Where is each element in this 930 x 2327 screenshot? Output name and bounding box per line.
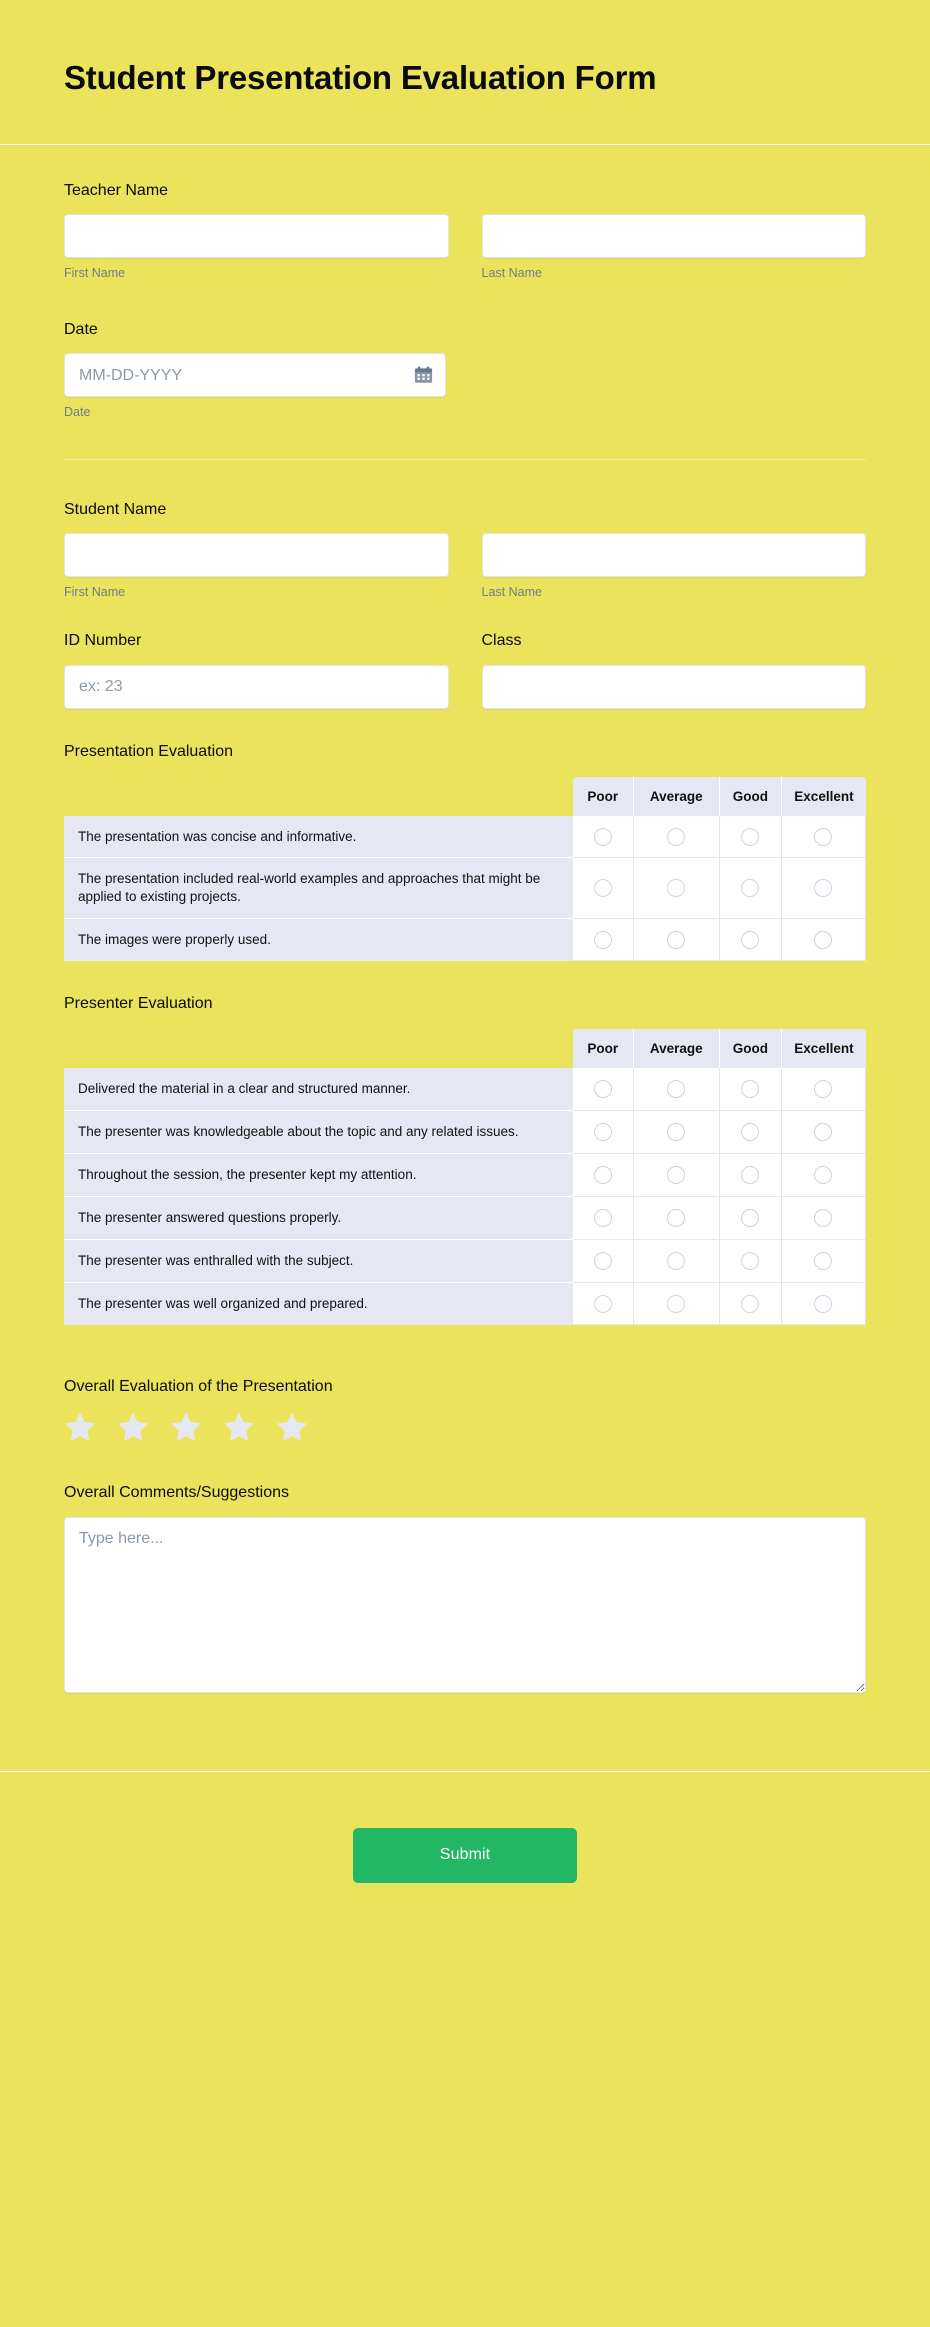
submit-button[interactable]: Submit — [353, 1828, 577, 1883]
presenter-evaluation-section — [64, 995, 866, 1325]
radio-cell-excellent[interactable] — [782, 1197, 866, 1240]
star-icon-2[interactable] — [117, 1411, 149, 1443]
comments-section — [64, 1483, 866, 1693]
radio-icon[interactable] — [741, 931, 759, 949]
matrix-corner — [64, 1029, 573, 1068]
radio-cell-poor[interactable] — [573, 816, 634, 859]
radio-cell-poor[interactable] — [573, 1283, 634, 1325]
presentation-evaluation-table — [64, 777, 866, 962]
radio-cell-excellent[interactable] — [782, 1240, 866, 1283]
id-number-input[interactable] — [64, 665, 449, 709]
radio-icon[interactable] — [667, 1123, 685, 1141]
radio-icon[interactable] — [667, 1080, 685, 1098]
matrix-col-header: Average — [634, 777, 720, 816]
matrix-corner — [64, 777, 573, 816]
form-footer — [0, 1772, 930, 1949]
teacher-last-name-sublabel: Last Name — [481, 266, 542, 281]
star-icon-5[interactable] — [276, 1411, 308, 1443]
radio-icon[interactable] — [741, 1166, 759, 1184]
radio-cell-good[interactable] — [720, 816, 782, 859]
radio-icon[interactable] — [741, 1209, 759, 1227]
radio-icon[interactable] — [594, 931, 612, 949]
teacher-first-name-group — [64, 214, 449, 281]
class-input[interactable] — [482, 665, 867, 709]
radio-icon[interactable] — [594, 1166, 612, 1184]
table-row — [64, 1111, 866, 1154]
radio-cell-excellent[interactable] — [782, 1111, 866, 1154]
matrix-col-header: Average — [634, 1029, 720, 1068]
radio-cell-good[interactable] — [720, 1111, 782, 1154]
radio-cell-excellent[interactable] — [782, 1154, 866, 1197]
table-row — [64, 1154, 866, 1197]
matrix-header-row — [64, 1029, 866, 1068]
radio-cell-average[interactable] — [634, 1068, 720, 1111]
presentation-evaluation-section — [64, 743, 866, 962]
radio-icon[interactable] — [594, 1123, 612, 1141]
matrix-question: The images were properly used. — [64, 919, 573, 961]
date-label: Date — [64, 320, 98, 338]
radio-cell-excellent[interactable] — [782, 919, 866, 961]
star-icon-3[interactable] — [170, 1411, 202, 1443]
radio-icon[interactable] — [594, 1295, 612, 1313]
field-teacher-name — [64, 181, 866, 282]
date-sublabel: Date — [64, 405, 91, 420]
table-row — [64, 1197, 866, 1240]
date-input[interactable] — [64, 353, 446, 397]
radio-icon[interactable] — [814, 1252, 832, 1270]
matrix-col-header: Good — [720, 777, 782, 816]
matrix-question: The presentation was concise and informative. — [64, 816, 573, 859]
table-row — [64, 1240, 866, 1283]
radio-icon[interactable] — [667, 1209, 685, 1227]
radio-icon[interactable] — [814, 879, 832, 897]
radio-cell-good[interactable] — [720, 1068, 782, 1111]
radio-cell-good[interactable] — [720, 1240, 782, 1283]
field-student-name — [64, 500, 866, 601]
teacher-last-name-group — [482, 214, 867, 281]
radio-icon[interactable] — [667, 1252, 685, 1270]
comments-label: Overall Comments/Suggestions — [64, 1483, 289, 1501]
matrix-header-row — [64, 777, 866, 816]
radio-icon[interactable] — [594, 1209, 612, 1227]
star-rating[interactable] — [64, 1411, 866, 1443]
radio-cell-poor[interactable] — [573, 1240, 634, 1283]
matrix-col-header: Poor — [573, 777, 634, 816]
radio-cell-average[interactable] — [634, 1197, 720, 1240]
teacher-last-name-input[interactable] — [482, 214, 867, 258]
radio-cell-poor[interactable] — [573, 1154, 634, 1197]
id-number-group — [64, 631, 449, 709]
radio-cell-average[interactable] — [634, 816, 720, 859]
overall-rating-label: Overall Evaluation of the Presentation — [64, 1378, 333, 1396]
radio-icon[interactable] — [814, 1209, 832, 1227]
teacher-first-name-input[interactable] — [64, 214, 449, 258]
matrix-question: The presenter answered questions properly. — [64, 1197, 573, 1240]
form-header — [0, 0, 930, 145]
radio-cell-average[interactable] — [634, 919, 720, 961]
table-row — [64, 919, 866, 961]
matrix-col-header: Good — [720, 1029, 782, 1068]
radio-cell-excellent[interactable] — [782, 858, 866, 919]
radio-icon[interactable] — [741, 1252, 759, 1270]
radio-cell-average[interactable] — [634, 1111, 720, 1154]
radio-icon[interactable] — [594, 828, 612, 846]
radio-icon[interactable] — [814, 1295, 832, 1313]
table-row — [64, 858, 866, 919]
radio-icon[interactable] — [814, 1166, 832, 1184]
radio-icon[interactable] — [741, 1295, 759, 1313]
radio-icon[interactable] — [814, 828, 832, 846]
radio-icon[interactable] — [741, 828, 759, 846]
class-label: Class — [481, 631, 522, 649]
field-id-class-row — [64, 631, 866, 709]
teacher-name-label: Teacher Name — [64, 181, 169, 199]
table-row — [64, 1283, 866, 1325]
star-icon-4[interactable] — [223, 1411, 255, 1443]
student-last-name-group — [482, 533, 867, 600]
form-body — [0, 145, 930, 1771]
matrix-question: Delivered the material in a clear and structured manner. — [64, 1068, 573, 1111]
footer-spacer — [64, 1693, 866, 1761]
matrix-col-header: Excellent — [782, 1029, 866, 1068]
student-last-name-input[interactable] — [482, 533, 867, 577]
matrix-question: The presentation included real-world examples and approaches that might be applied to existing projects. — [64, 858, 573, 919]
comments-textarea[interactable] — [64, 1517, 866, 1693]
student-last-name-sublabel: Last Name — [481, 585, 542, 600]
radio-cell-excellent[interactable] — [782, 1068, 866, 1111]
presentation-evaluation-heading: Presentation Evaluation — [64, 742, 233, 760]
radio-cell-good[interactable] — [720, 858, 782, 919]
radio-icon[interactable] — [594, 879, 612, 897]
radio-cell-average[interactable] — [634, 1240, 720, 1283]
radio-icon[interactable] — [667, 931, 685, 949]
radio-cell-poor[interactable] — [573, 1068, 634, 1111]
table-row — [64, 1068, 866, 1111]
star-icon-1[interactable] — [64, 1411, 96, 1443]
radio-cell-average[interactable] — [634, 858, 720, 919]
radio-cell-excellent[interactable] — [782, 1283, 866, 1325]
radio-icon[interactable] — [741, 1080, 759, 1098]
matrix-question: Throughout the session, the presenter kept my attention. — [64, 1154, 573, 1197]
student-first-name-group — [64, 533, 449, 600]
presenter-evaluation-table — [64, 1029, 866, 1325]
radio-cell-good[interactable] — [720, 919, 782, 961]
section-divider — [64, 459, 866, 460]
radio-cell-poor[interactable] — [573, 1197, 634, 1240]
table-row — [64, 816, 866, 859]
radio-icon[interactable] — [667, 1166, 685, 1184]
radio-cell-good[interactable] — [720, 1283, 782, 1325]
radio-cell-poor[interactable] — [573, 858, 634, 919]
matrix-question: The presenter was knowledgeable about the topic and any related issues. — [64, 1111, 573, 1154]
student-first-name-sublabel: First Name — [64, 585, 126, 600]
radio-cell-good[interactable] — [720, 1197, 782, 1240]
student-name-label: Student Name — [64, 500, 167, 518]
matrix-col-header: Excellent — [782, 777, 866, 816]
overall-rating-section — [64, 1377, 866, 1443]
radio-icon[interactable] — [667, 1295, 685, 1313]
teacher-first-name-sublabel: First Name — [64, 266, 126, 281]
radio-cell-good[interactable] — [720, 1154, 782, 1197]
id-number-label: ID Number — [64, 631, 142, 649]
matrix-question: The presenter was enthralled with the subject. — [64, 1240, 573, 1283]
radio-cell-excellent[interactable] — [782, 816, 866, 859]
radio-icon[interactable] — [814, 931, 832, 949]
matrix-question: The presenter was well organized and prepared. — [64, 1283, 573, 1325]
field-date — [64, 320, 866, 421]
radio-cell-average[interactable] — [634, 1154, 720, 1197]
matrix-col-header: Poor — [573, 1029, 634, 1068]
radio-icon[interactable] — [814, 1123, 832, 1141]
radio-cell-poor[interactable] — [573, 919, 634, 961]
radio-icon[interactable] — [741, 879, 759, 897]
radio-icon[interactable] — [594, 1080, 612, 1098]
radio-icon[interactable] — [814, 1080, 832, 1098]
class-group — [482, 631, 867, 709]
page-title: Student Presentation Evaluation Form — [64, 59, 657, 96]
radio-icon[interactable] — [667, 879, 685, 897]
radio-icon[interactable] — [594, 1252, 612, 1270]
radio-icon[interactable] — [741, 1123, 759, 1141]
student-first-name-input[interactable] — [64, 533, 449, 577]
radio-icon[interactable] — [667, 828, 685, 846]
radio-cell-poor[interactable] — [573, 1111, 634, 1154]
radio-cell-average[interactable] — [634, 1283, 720, 1325]
presenter-evaluation-heading: Presenter Evaluation — [64, 995, 213, 1013]
